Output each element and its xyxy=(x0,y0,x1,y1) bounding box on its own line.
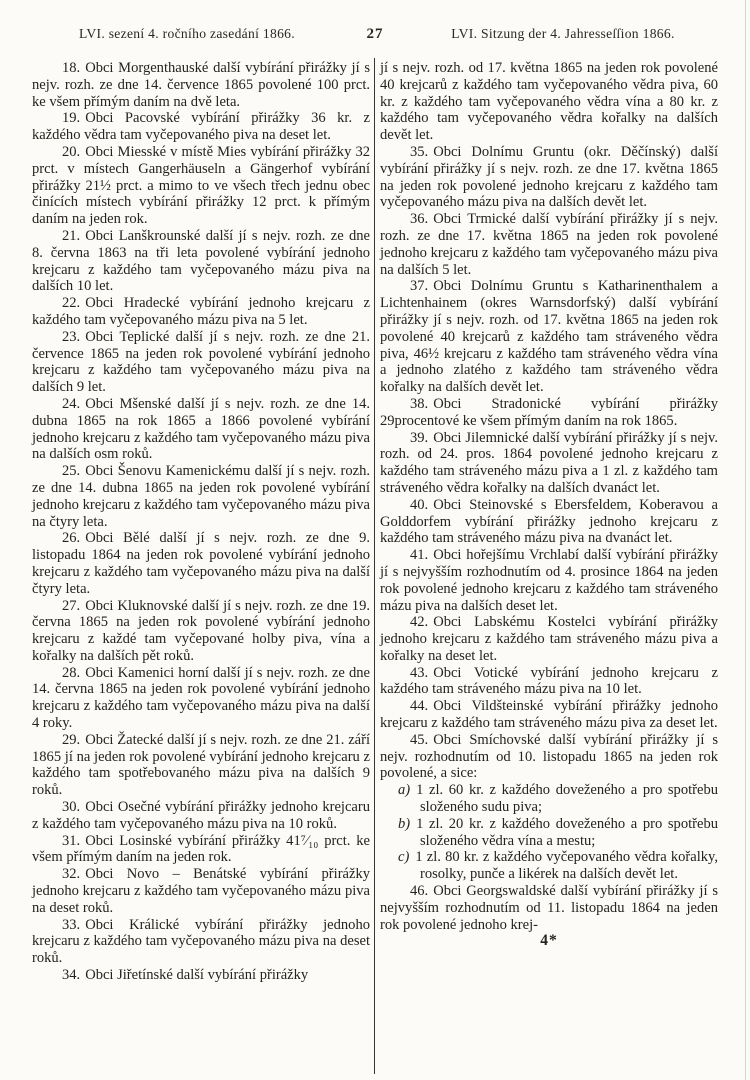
paragraph-item-22 xyxy=(32,295,370,329)
paragraph-number: 33. xyxy=(62,916,81,933)
sublist-text: 1 zl. 80 kr. z každého vyčepovaného vědra kořalky, rosolky, punče a likérek na dalších devět let. xyxy=(415,849,718,883)
paragraph-item-27 xyxy=(32,598,370,665)
paragraph-text: Obci Dolnímu Gruntu (okr. Děčínský) další vybírání přirážky jí s nejv. rozh. ze dne 17. května 1865 na jeden rok povolené jednoho krejcaru z každého tam vyčepovaného mázu piva na dalších devět let. xyxy=(380,143,718,211)
page-header xyxy=(28,26,722,43)
paragraph-item-37 xyxy=(380,278,718,396)
sublist-label: a) xyxy=(398,782,411,799)
paragraph-number: 24. xyxy=(62,395,81,412)
paragraph-number: 26. xyxy=(62,530,81,547)
paragraph-number: 37. xyxy=(410,278,429,295)
sublist-text: 1 zl. 20 kr. z každého doveženého a pro spotřebu složeného vědra vína a mestu; xyxy=(416,815,718,849)
paragraph-item-46 xyxy=(380,883,718,933)
paragraph-item-26 xyxy=(32,530,370,597)
paragraph-item-30 xyxy=(32,799,370,833)
paragraph-number: 22. xyxy=(62,295,81,312)
paragraph-text: Obci Kluknovské další jí s nejv. rozh. ze dne 19. června 1865 na jeden rok povolené vybírání jednoho krejcaru z každé tam vyčepované holby piva, vína a kořalky na dalších pět roků. xyxy=(32,597,370,664)
paragraph-text: Obci Teplické další jí s nejv. rozh. ze dne 21. července 1865 na jeden rok povolené vybírání jednoho krejcaru z každého tam vyčepovaného mázu piva na dalších 9 let. xyxy=(32,328,370,396)
paragraph-number: 46. xyxy=(410,883,429,900)
paragraph-item-31 xyxy=(32,833,370,867)
left-column xyxy=(32,60,370,984)
paragraph-text: Obci hořejšímu Vrchlabí další vybírání přirážky jí s nejvyšším rozhodnutím od 4. prosince 1864 na jeden rok povolené jednoho krejcaru z každého tam stráveného mázu piva na dalších deset let. xyxy=(380,547,718,614)
paragraph-number: 31. xyxy=(62,832,81,849)
sublist-label: c) xyxy=(398,849,410,866)
paragraph-number: 34. xyxy=(62,967,81,984)
paragraph-text: Obci Hradecké vybírání jednoho krejcaru z každého tam vyčepovaného mázu piva na 5 let. xyxy=(32,295,370,328)
paragraph-item-32 xyxy=(32,866,370,916)
paragraph-text: Obci Losinské vybírání přirážky 41⁷⁄₁₀ prct. ke všem přímým daním na jeden rok. xyxy=(32,832,370,866)
paragraph-number: 29. xyxy=(62,731,81,748)
paragraph-item-45 xyxy=(380,732,718,782)
paragraph-item-33 xyxy=(32,917,370,967)
paragraph-item-29 xyxy=(32,732,370,799)
paragraph-text: Obci Georgswaldské další vybírání přirážky jí s nejvyšším rozhodnutím od 11. listopadu 1864 na jeden rok povolené jednoho krej- xyxy=(380,883,718,933)
paragraph-item-42 xyxy=(380,614,718,664)
paragraph-item-25 xyxy=(32,463,370,530)
paragraph-text: Obci Labskému Kostelci vybírání přirážky jednoho krejcaru z každého tam stráveného mázu piva a kořalky na deset let. xyxy=(380,614,718,664)
paragraph-item-21 xyxy=(32,228,370,295)
header-title-german: LVI. Sitzung der 4. Jahresseſſion 1866. xyxy=(451,26,675,41)
paragraph-item-36 xyxy=(380,211,718,278)
paragraph-number: 45. xyxy=(410,731,429,748)
paragraph-item-38 xyxy=(380,396,718,430)
paragraph-number: 23. xyxy=(62,328,81,345)
paragraph-number: 21. xyxy=(62,227,81,244)
paragraph-text: Obci Smíchovské další vybírání přirážky jí s nejv. rozhodnutím od 10. listopadu 1865 na jeden rok povolené, a sice: xyxy=(380,731,718,782)
paragraph-number: 25. xyxy=(62,463,81,480)
page-number: 27 xyxy=(366,26,384,42)
sublist-item-b xyxy=(380,816,718,850)
paragraph-text: Obci Vildšteinské vybírání přirážky jednoho krejcaru z každého tam stráveného mázu piva za deset let. xyxy=(380,698,718,732)
paragraph-item-23 xyxy=(32,329,370,396)
paragraph-item-44 xyxy=(380,698,718,732)
paragraph-number: 35. xyxy=(410,143,429,160)
paragraph-item-39 xyxy=(380,430,718,497)
paragraph-number: 40. xyxy=(410,496,429,513)
sublist-item-c xyxy=(380,849,718,883)
paragraph-34-continuation: jí s nejv. rozh. od 17. května 1865 na jeden rok povolené 40 krejcarů z každého tam vyčepovaného vědra piva, 60 kr. z každého tam vyčepovaného vědra vína a 80 kr. z každého tam vyčepovaného vědra kořalky na dalších devět let. xyxy=(380,60,718,144)
sublist-text: 1 zl. 60 kr. z každého doveženého a pro spotřebu složeného sudu piva; xyxy=(416,782,718,816)
paragraph-text: Obci Pacovské vybírání přirážky 36 kr. z každého vědra tam vyčepovaného piva na deset let. xyxy=(32,110,370,144)
paragraph-item-35 xyxy=(380,144,718,211)
paragraph-text: Obci Mšenské další jí s nejv. rozh. ze dne 14. dubna 1865 na rok 1865 a 1866 povolené vybírání jednoho krejcaru z každého tam vyčepovaného mázu piva na dalších osm roků. xyxy=(32,395,370,463)
paragraph-number: 43. xyxy=(410,664,429,681)
paragraph-text: Obci Votické vybírání jednoho krejcaru z každého tam stráveného mázu piva na 10 let. xyxy=(380,664,718,698)
paragraph-number: 39. xyxy=(410,429,429,446)
paragraph-number: 19. xyxy=(62,110,81,127)
header-title-czech: LVI. sezení 4. ročního zasedání 1866. xyxy=(79,26,295,41)
paragraph-text: Obci Králické vybírání přirážky jednoho krejcaru z každého tam vyčepovaného mázu piva na deset roků. xyxy=(32,916,370,967)
paragraph-number: 44. xyxy=(410,698,429,715)
paragraph-item-28 xyxy=(32,665,370,732)
paragraph-number: 36. xyxy=(410,211,429,228)
paragraph-number: 38. xyxy=(410,395,429,412)
paragraph-text: Obci Morgenthauské další vybírání přirážky jí s nejv. rozh. ze dne 14. července 1865 povolené 100 prct. ke všem přímým daním na dvě leta. xyxy=(32,60,370,110)
paragraph-text: Obci Trmické další vybírání přirážky jí s nejv. rozh. ze dne 17. května 1865 na jeden rok povolené jednoho krejcaru z každého tam vyčepovaného mázu piva na dalších 5 let. xyxy=(380,211,718,278)
paragraph-item-40 xyxy=(380,497,718,547)
paragraph-text: Obci Jiřetínské další vybírání přirážky xyxy=(85,967,309,984)
paragraph-text: Obci Osečné vybírání přirážky jednoho krejcaru z každého tam vyčepovaného mázu piva na 10 roků. xyxy=(32,799,370,832)
paragraph-number: 30. xyxy=(62,799,81,816)
paragraph-text: Obci Šenovu Kamenickému další jí s nejv. rozh. ze dne 14. dubna 1865 na jeden rok povolené vybírání jednoho krejcaru z každého tam vyčepovaného mázu piva na čtyry leta. xyxy=(32,463,370,530)
paragraph-text: Obci Bělé další jí s nejv. rozh. ze dne 9. listopadu 1864 na jeden rok povolené vybírání jednoho krejcaru z každého tam vyčepovaného mázu piva na další čtyry leta. xyxy=(32,530,370,597)
signature-mark: 4* xyxy=(540,932,558,950)
paragraph-number: 27. xyxy=(62,597,81,614)
paragraph-text: Obci Žatecké další jí s nejv. rozh. ze dne 21. září 1865 jí na jeden rok povolené vybírání jednoho krejcaru z každého tam spotřebovaného mázu piva na dalších 9 roků. xyxy=(32,731,370,799)
paragraph-text: Obci Steinovské s Ebersfeldem, Koberavou a Golddorfem vybírání přirážky jednoho krejcaru z každého tam stráveného mázu piva na dvanáct let. xyxy=(380,496,718,547)
paragraph-item-24 xyxy=(32,396,370,463)
paragraph-text: Obci Kamenici horní další jí s nejv. rozh. ze dne 14. června 1865 na jeden rok povolené vybírání jednoho krejcaru z každého tam vyčepovaného mázu piva na další 4 roky. xyxy=(32,664,370,732)
column-divider xyxy=(374,58,375,1074)
paragraph-item-20 xyxy=(32,144,370,228)
paragraph-item-18 xyxy=(32,60,370,110)
paragraph-text: Obci Stradonické vybírání přirážky 29procentové ke všem přímým daním na rok 1865. xyxy=(380,395,718,429)
right-column xyxy=(380,60,718,950)
paragraph-number: 32. xyxy=(62,866,81,883)
paragraph-number: 41. xyxy=(410,547,429,564)
paragraph-number: 20. xyxy=(62,143,81,160)
sublist-item-a xyxy=(380,782,718,816)
paragraph-number: 42. xyxy=(410,614,429,631)
paragraph-item-19 xyxy=(32,110,370,144)
paragraph-text: Obci Jilemnické další vybírání přirážky jí s nejv. rozh. od 24. pros. 1864 povolené jednoho krejcaru z každého tam stráveného mázu piva a 1 zl. z každého tam stráveného vědra kořalky na dalších dvanáct let. xyxy=(380,429,718,496)
paragraph-item-43 xyxy=(380,665,718,699)
paragraph-item-34 xyxy=(32,967,370,984)
paragraph-text: Obci Novo – Benátské vybírání přirážky jednoho krejcaru z každého tam vyčepovaného mázu piva na deset roků. xyxy=(32,866,370,916)
paragraph-number: 28. xyxy=(62,664,81,681)
paragraph-item-41 xyxy=(380,547,718,614)
paragraph-text: Obci Lanškrounské další jí s nejv. rozh. ze dne 8. června 1863 na tři leta povolené vybírání jednoho krejcaru z každého tam vyčepovaného mázu piva na dalších 10 let. xyxy=(32,227,370,295)
sublist-label: b) xyxy=(398,815,411,832)
paragraph-number: 18. xyxy=(62,60,81,76)
scan-edge-line xyxy=(745,0,746,1080)
paragraph-text: Obci Miesské v místě Mies vybírání přirážky 32 prct. v místech Gangerhäuseln a Gängerhof vybírání přirážky 21½ prct. a mimo to ve všech třech jednu obec činících místech vybírání přirážky 12 prct. k přímým daním na jeden rok. xyxy=(32,143,370,228)
paragraph-text: Obci Dolnímu Gruntu s Katharinenthalem a Lichtenhainem (okres Warnsdorfský) další vybírání přirážky jí s nejv. rozh. od 17. května 1865 na jeden rok povolené 40 krejcarů z každého tam stráveného vědra piva, 46½ krejcaru z každého tam stráveného vědra vína a jednoho zlatého z každého tam stráveného vědra kořalky na dalších devět let. xyxy=(380,278,718,396)
